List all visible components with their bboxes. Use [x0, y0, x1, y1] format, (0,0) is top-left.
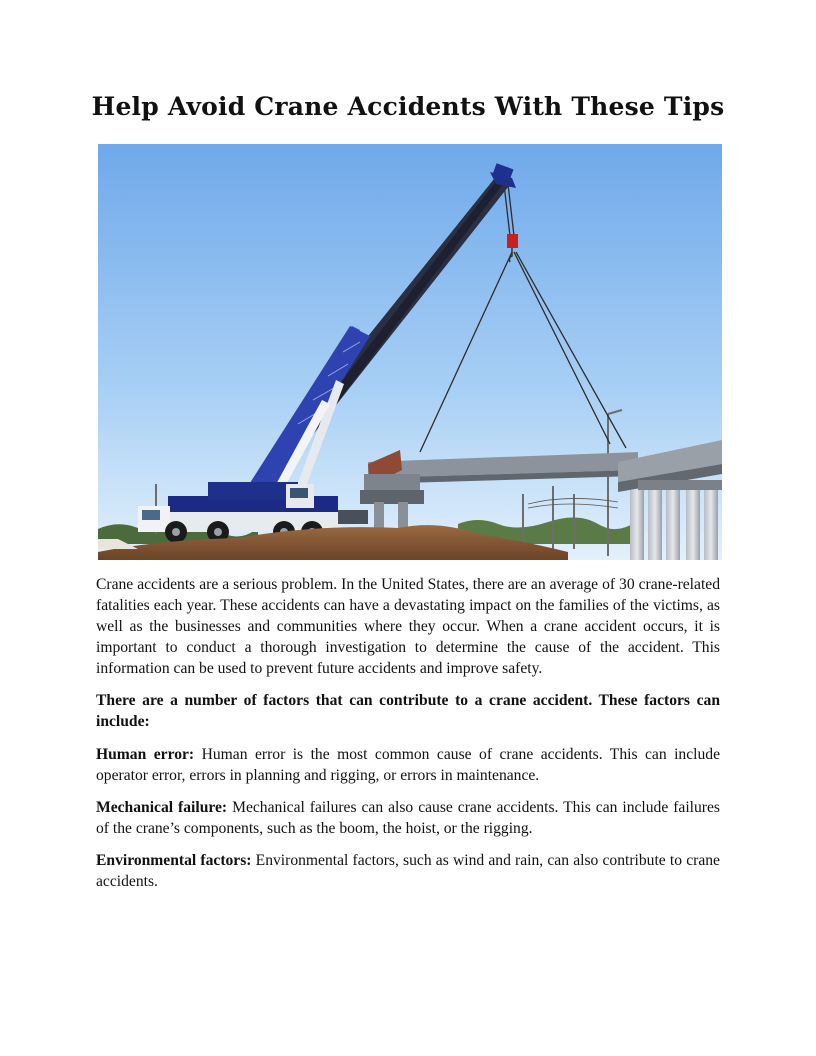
factor-label: Mechanical failure:: [96, 799, 233, 816]
page-title: Help Avoid Crane Accidents With These Tips: [91, 92, 725, 121]
factor-human-error: [96, 744, 720, 786]
factor-label: Human error:: [96, 746, 202, 763]
factor-environmental: [96, 850, 720, 892]
factor-text: Human error is the most common cause of crane accidents. This can include operator error, errors in planning and rigging, or errors in maintenance.: [96, 746, 720, 784]
factor-label: Environmental factors:: [96, 852, 256, 869]
factors-heading: There are a number of factors that can contribute to a crane accident. These factors can include:: [96, 692, 720, 730]
factor-text: Environmental factors, such as wind and rain, can also contribute to crane accidents.: [96, 852, 720, 890]
intro-paragraph: Crane accidents are a serious problem. In the United States, there are an average of 30 crane-related fatalities each year. These accidents can have a devastating impact on the families of the victims, as well as the businesses and communities where they occur. When a crane accident occurs, it is important to conduct a thorough investigation to determine the cause of the accident. This information can be used to prevent future accidents and improve safety.: [96, 576, 720, 677]
article-body: [96, 574, 720, 903]
crane-photo: [98, 144, 722, 560]
factor-text: Mechanical failures can also cause crane accidents. This can include failures of the crane’s components, such as the boom, the hoist, or the rigging.: [96, 799, 720, 837]
factor-mechanical-failure: [96, 797, 720, 839]
